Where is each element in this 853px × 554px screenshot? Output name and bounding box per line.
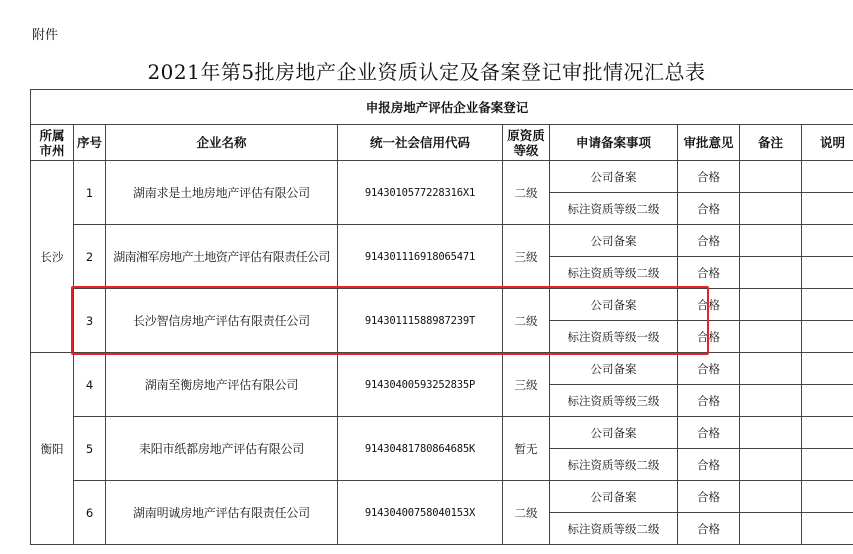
note-cell bbox=[802, 481, 853, 513]
header-item: 申请备案事项 bbox=[550, 125, 678, 161]
header-remark: 备注 bbox=[740, 125, 802, 161]
note-cell bbox=[802, 161, 853, 193]
filing-item-cell: 标注资质等级二级 bbox=[550, 449, 678, 481]
city-cell: 衡阳 bbox=[31, 353, 74, 545]
remark-cell bbox=[740, 481, 802, 513]
remark-cell bbox=[740, 449, 802, 481]
orig-grade-cell: 二级 bbox=[503, 481, 550, 545]
orig-grade-cell: 二级 bbox=[503, 289, 550, 353]
table-header-row bbox=[31, 125, 853, 161]
opinion-cell: 合格 bbox=[678, 225, 740, 257]
credit-code-cell: 91430400593252835P bbox=[338, 353, 503, 417]
remark-cell bbox=[740, 385, 802, 417]
opinion-cell: 合格 bbox=[678, 385, 740, 417]
filing-item-cell: 公司备案 bbox=[550, 289, 678, 321]
header-credit-code: 统一社会信用代码 bbox=[338, 125, 503, 161]
seq-cell: 4 bbox=[74, 353, 106, 417]
note-cell bbox=[802, 257, 853, 289]
opinion-cell: 合格 bbox=[678, 513, 740, 545]
remark-cell bbox=[740, 225, 802, 257]
note-cell bbox=[802, 225, 853, 257]
city-cell: 长沙 bbox=[31, 161, 74, 353]
remark-cell bbox=[740, 161, 802, 193]
remark-cell bbox=[740, 321, 802, 353]
opinion-cell: 合格 bbox=[678, 449, 740, 481]
note-cell bbox=[802, 289, 853, 321]
filing-item-cell: 公司备案 bbox=[550, 481, 678, 513]
filing-item-cell: 公司备案 bbox=[550, 353, 678, 385]
company-name-cell: 湖南明诚房地产评估有限责任公司 bbox=[106, 481, 338, 545]
company-name-cell: 湖南求是土地房地产评估有限公司 bbox=[106, 161, 338, 225]
note-cell bbox=[802, 353, 853, 385]
header-opinion: 审批意见 bbox=[678, 125, 740, 161]
credit-code-cell: 91430400758040153X bbox=[338, 481, 503, 545]
table-caption-row bbox=[31, 90, 853, 125]
note-cell bbox=[802, 449, 853, 481]
opinion-cell: 合格 bbox=[678, 257, 740, 289]
header-city: 所属 市州 bbox=[31, 125, 74, 161]
opinion-cell: 合格 bbox=[678, 193, 740, 225]
filing-item-cell: 标注资质等级一级 bbox=[550, 321, 678, 353]
orig-grade-cell: 暂无 bbox=[503, 417, 550, 481]
remark-cell bbox=[740, 417, 802, 449]
header-note: 说明 bbox=[802, 125, 853, 161]
note-cell bbox=[802, 193, 853, 225]
filing-item-cell: 公司备案 bbox=[550, 225, 678, 257]
opinion-cell: 合格 bbox=[678, 417, 740, 449]
header-seq: 序号 bbox=[74, 125, 106, 161]
opinion-cell: 合格 bbox=[678, 289, 740, 321]
seq-cell: 2 bbox=[74, 225, 106, 289]
table-row bbox=[31, 353, 853, 385]
opinion-cell: 合格 bbox=[678, 353, 740, 385]
header-orig-grade: 原资质 等级 bbox=[503, 125, 550, 161]
remark-cell bbox=[740, 513, 802, 545]
company-name-cell: 耒阳市纸都房地产评估有限公司 bbox=[106, 417, 338, 481]
seq-cell: 5 bbox=[74, 417, 106, 481]
company-name-cell: 长沙智信房地产评估有限责任公司 bbox=[106, 289, 338, 353]
table-row bbox=[31, 481, 853, 513]
remark-cell bbox=[740, 257, 802, 289]
credit-code-cell: 9143010577228316X1 bbox=[338, 161, 503, 225]
orig-grade-cell: 二级 bbox=[503, 161, 550, 225]
seq-cell: 6 bbox=[74, 481, 106, 545]
note-cell bbox=[802, 513, 853, 545]
table-row bbox=[31, 225, 853, 257]
filing-item-cell: 标注资质等级二级 bbox=[550, 513, 678, 545]
credit-code-cell: 91430481780864685K bbox=[338, 417, 503, 481]
opinion-cell: 合格 bbox=[678, 321, 740, 353]
note-cell bbox=[802, 417, 853, 449]
opinion-cell: 合格 bbox=[678, 161, 740, 193]
table-body bbox=[31, 161, 853, 545]
remark-cell bbox=[740, 289, 802, 321]
filing-item-cell: 公司备案 bbox=[550, 417, 678, 449]
filing-item-cell: 标注资质等级三级 bbox=[550, 385, 678, 417]
company-name-cell: 湖南湘军房地产土地资产评估有限责任公司 bbox=[106, 225, 338, 289]
table-row bbox=[31, 417, 853, 449]
table-caption: 申报房地产评估企业备案登记 bbox=[31, 90, 853, 125]
seq-cell: 3 bbox=[74, 289, 106, 353]
opinion-cell: 合格 bbox=[678, 481, 740, 513]
filing-item-cell: 标注资质等级二级 bbox=[550, 193, 678, 225]
note-cell bbox=[802, 321, 853, 353]
credit-code-cell: 91430111588987239T bbox=[338, 289, 503, 353]
table-row bbox=[31, 289, 853, 321]
header-company: 企业名称 bbox=[106, 125, 338, 161]
orig-grade-cell: 三级 bbox=[503, 353, 550, 417]
remark-cell bbox=[740, 193, 802, 225]
note-cell bbox=[802, 385, 853, 417]
table-row bbox=[31, 161, 853, 193]
orig-grade-cell: 三级 bbox=[503, 225, 550, 289]
credit-code-cell: 914301116918065471 bbox=[338, 225, 503, 289]
summary-table bbox=[30, 89, 853, 545]
filing-item-cell: 标注资质等级二级 bbox=[550, 257, 678, 289]
company-name-cell: 湖南至衡房地产评估有限公司 bbox=[106, 353, 338, 417]
remark-cell bbox=[740, 353, 802, 385]
filing-item-cell: 公司备案 bbox=[550, 161, 678, 193]
seq-cell: 1 bbox=[74, 161, 106, 225]
document-title: 2021年第5批房地产企业资质认定及备案登记审批情况汇总表 bbox=[147, 60, 706, 84]
attachment-label: 附件 bbox=[32, 28, 59, 43]
